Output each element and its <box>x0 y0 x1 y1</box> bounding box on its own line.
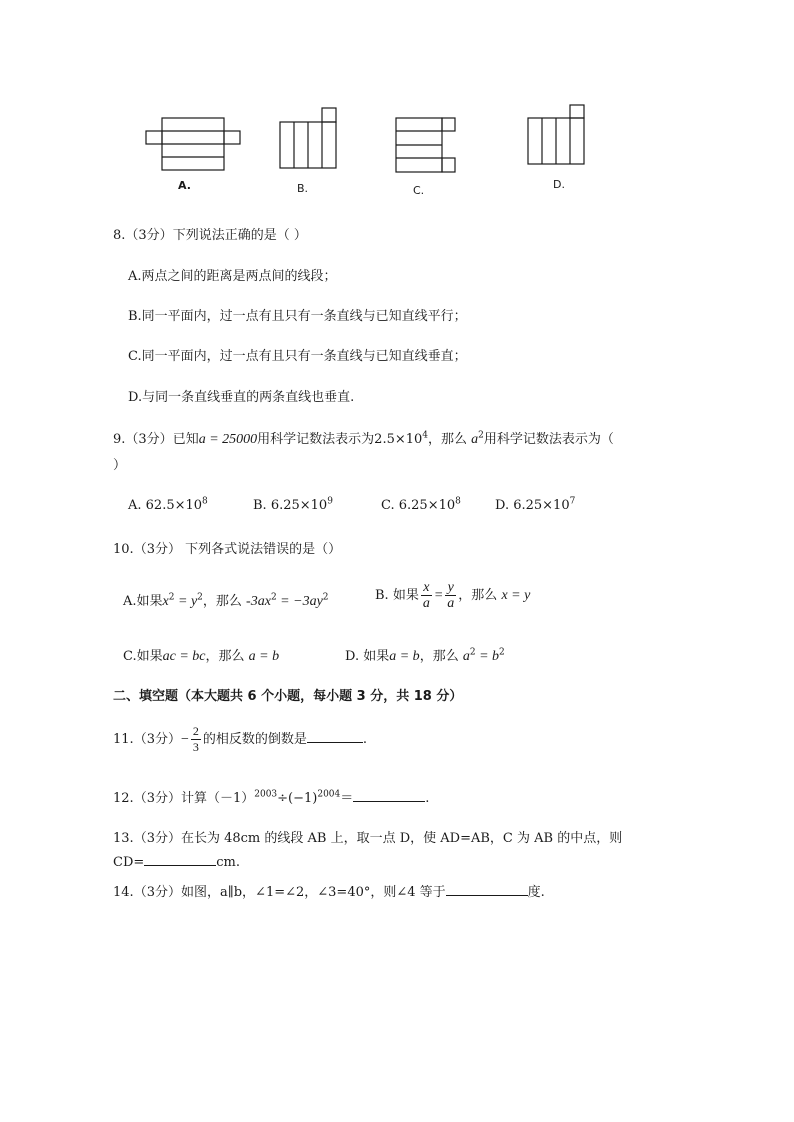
option-label: B. 如果 <box>375 588 419 603</box>
question-8-option-a: A.两点之间的距离是两点间的线段； <box>128 269 337 284</box>
option-label: B. 6.25×10 <box>253 498 328 513</box>
exponent: 2 <box>478 430 484 441</box>
question-9-close-paren: ） <box>113 458 127 473</box>
figure-label-a: A. <box>178 179 191 192</box>
exponent: 8 <box>455 496 461 507</box>
question-score: （3分） <box>133 542 181 557</box>
option-label: C. 6.25×10 <box>381 498 456 513</box>
fraction: $\frac{y}{a}$ <box>447 580 455 611</box>
math-symbol: a <box>471 432 479 447</box>
question-11 <box>113 724 367 755</box>
question-end: . <box>425 791 430 806</box>
exponent: 7 <box>569 496 576 507</box>
question-13-line-2 <box>113 853 240 870</box>
exponent: 2004 <box>317 789 341 800</box>
answer-blank[interactable] <box>353 789 425 802</box>
math-expression: ÷(−1) <box>277 791 318 806</box>
option-label: A. 62.5×10 <box>128 498 203 513</box>
question-9-stem <box>113 428 614 448</box>
net-figure-d <box>528 105 584 164</box>
question-number: 12. <box>113 791 134 806</box>
question-text: CD= <box>113 855 145 870</box>
question-10-option-c <box>123 645 279 665</box>
figure-label-c: C. <box>413 184 425 197</box>
question-text: 下列说法正确的是（ ） <box>172 228 307 243</box>
question-number: 14. <box>113 885 134 900</box>
question-text: 已知 <box>172 432 199 447</box>
exponent: 9 <box>327 496 333 507</box>
answer-blank[interactable] <box>144 853 216 866</box>
exponent: 4 <box>422 430 429 441</box>
figure-label-d: D. <box>553 178 565 191</box>
question-9-option-a <box>128 498 208 513</box>
option-text: ，那么 <box>202 594 242 609</box>
math-expression: a = b <box>389 649 420 664</box>
math-expression: x = y <box>501 588 531 603</box>
answer-blank[interactable] <box>446 883 528 896</box>
math-expression: 2.5×10 <box>374 432 423 447</box>
fraction: $\frac{x}{a}$ <box>422 580 430 611</box>
question-9-option-d <box>495 498 575 513</box>
option-label: D. 如果 <box>345 649 390 664</box>
question-text: 计算（－1） <box>180 791 255 806</box>
question-text: 度. <box>527 885 545 900</box>
math-symbol: a <box>462 649 470 664</box>
exponent: 2 <box>499 647 505 658</box>
option-label: A.如果 <box>123 594 163 609</box>
question-text: 用科学记数法表示为（ <box>483 432 614 447</box>
question-14 <box>113 881 545 900</box>
option-text: ，那么 <box>205 649 245 664</box>
question-10-option-b: B. 如果 $\frac{x}{a}$ = $\frac{y}{a}$ ，那么 x = y <box>375 580 531 611</box>
exponent: 2 <box>322 592 329 603</box>
question-10-option-d: D. 如果a = b，那么 $a^2 = b^2$ <box>345 647 505 664</box>
exponent: 2 <box>270 592 277 603</box>
question-10-stem <box>113 538 341 557</box>
question-8-stem <box>113 224 307 243</box>
net-figure-a <box>146 118 240 170</box>
question-9-option-b <box>253 498 333 513</box>
question-number: 11. <box>113 732 134 747</box>
math-symbol: y <box>190 594 198 609</box>
question-8-option-c: C.同一平面内，过一点有且只有一条直线与已知直线垂直； <box>128 349 467 364</box>
question-score: （3分） <box>133 885 181 900</box>
exponent: 8 <box>202 496 208 507</box>
exponent: 2 <box>469 647 476 658</box>
option-text: ，那么 <box>419 649 459 664</box>
exponent: 2003 <box>254 789 278 800</box>
question-8-option-b: B.同一平面内，过一点有且只有一条直线与已知直线平行； <box>128 309 467 324</box>
math-expression: a = b <box>248 649 280 664</box>
question-number: 8. <box>113 228 126 243</box>
question-8-option-d: D.与同一条直线垂直的两条直线也垂直. <box>128 390 355 405</box>
question-text: 如图，a∥b，∠1=∠2，∠3=40°，则∠4 等于 <box>180 885 446 900</box>
figure-label-b: B. <box>297 182 309 195</box>
exponent: 2 <box>168 592 175 603</box>
question-end: . <box>362 732 368 747</box>
question-12 <box>113 787 429 806</box>
question-score: （3分） <box>133 732 181 747</box>
question-9-option-c <box>381 498 461 513</box>
question-number: 9. <box>113 432 126 447</box>
fraction: $\frac{2}{3}$ <box>192 724 199 754</box>
question-text: 下列各式说法错误的是（） <box>185 542 342 557</box>
question-text: 用科学记数法表示为 <box>257 432 375 447</box>
exponent: 2 <box>197 592 203 603</box>
question-text: 在长为 48cm 的线段 AB 上，取一点 D，使 AD=AB，C 为 AB 的中点，则 <box>180 831 623 846</box>
net-figure-b <box>280 108 336 168</box>
question-text: ，那么 <box>428 432 468 447</box>
option-label: D. 6.25×10 <box>495 498 570 513</box>
question-text: 的相反数的倒数是 <box>202 732 307 747</box>
equals-sign: ＝ <box>340 791 354 806</box>
cube-net-figures <box>0 0 794 200</box>
question-13 <box>113 827 622 846</box>
question-score: （3分） <box>133 831 181 846</box>
question-text: cm. <box>216 855 241 870</box>
question-number: 13. <box>113 831 134 846</box>
math-expression: a = 25000 <box>198 432 258 447</box>
net-figure-c <box>396 118 455 172</box>
math-expression: ac = bc <box>162 649 206 664</box>
section-heading: 二、填空题（本大题共 6 个小题，每小题 3 分，共 18 分） <box>113 689 463 704</box>
math-expression: −3ay <box>293 594 323 609</box>
question-number: 10. <box>113 542 134 557</box>
math-expression: -3ax <box>246 594 271 609</box>
question-score: （3分） <box>133 791 181 806</box>
math-symbol: x <box>162 594 169 609</box>
option-text: ，那么 <box>458 588 498 603</box>
answer-blank[interactable] <box>307 730 363 743</box>
question-score: （3分） <box>125 432 173 447</box>
question-10-option-a: A.如果$x^2 = y^2$，那么 $-3ax^2 = -3ay^2$ <box>123 592 329 609</box>
question-score: （3分） <box>125 228 173 243</box>
option-label: C.如果 <box>123 649 163 664</box>
minus-sign: − <box>180 732 189 747</box>
math-symbol: b <box>492 649 500 664</box>
